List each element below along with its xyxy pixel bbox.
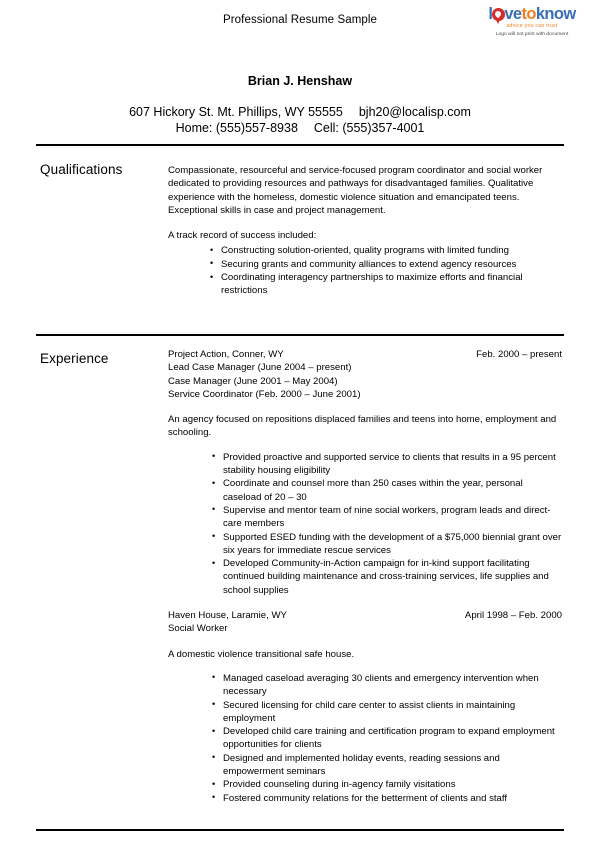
experience-content: [168, 348, 562, 805]
job-header: [168, 609, 562, 622]
job-bullet-list: [211, 672, 562, 805]
spacer: [168, 661, 562, 670]
location-pin-icon: [492, 8, 505, 21]
contact-line-phones: [0, 120, 600, 136]
job-title: Case Manager (June 2001 – May 2004): [168, 375, 338, 387]
divider-bottom: [36, 829, 564, 831]
job-title: Lead Case Manager (June 2004 – present): [168, 362, 352, 374]
qualifications-bullet-list: [209, 244, 562, 297]
contact-line-address: [0, 104, 600, 120]
qualifications-content: [168, 164, 562, 298]
spacer: [168, 217, 562, 229]
divider-top: [36, 144, 564, 146]
job-date-range: April 1998 – Feb. 2000: [464, 610, 562, 622]
list-item: • Coordinate and counsel more than 250 cases within the year, personal caseload of 20 – 30: [211, 477, 562, 504]
list-item: • Managed caseload averaging 30 clients and emergency intervention when necessary: [211, 672, 562, 699]
job-title: Social Worker: [168, 623, 228, 635]
job-bullet-list: [211, 451, 562, 597]
logo-text-lo: l: [488, 5, 493, 23]
logo-text-to: to: [521, 5, 536, 23]
spacer: [168, 440, 562, 449]
list-item: • Constructing solution-oriented, quality programs with limited funding: [209, 244, 562, 257]
qualifications-summary-2: Exceptional skills in case and project management.: [168, 204, 386, 216]
street-address: 607 Hickory St. Mt. Phillips, WY 55555: [129, 105, 343, 119]
logo-wordmark: [476, 6, 588, 23]
list-item: • Secured licensing for child care center to assist clients in maintaining employment: [211, 699, 562, 726]
logo-text-know: know: [535, 5, 576, 23]
email-address[interactable]: bjh20@localisp.com: [358, 105, 471, 119]
job-description: An agency focused on repositions displaced families and teens into home, employment and schooling.: [168, 414, 557, 439]
contact-block: [0, 104, 600, 136]
section-heading-qualifications: Qualifications: [40, 162, 123, 177]
job-entry: [168, 609, 562, 805]
lovetoknow-logo: [476, 6, 588, 38]
list-item: • Provided proactive and supported service to clients that results in a 95 percent stability housing eligibility: [211, 451, 562, 478]
job-header: [168, 348, 562, 361]
list-item: • Supervise and mentor team of nine social workers, program leads and direct-care members: [211, 504, 562, 531]
qualifications-summary: Compassionate, resourceful and service-focused program coordinator and social worker dedicated to providing resources and pathways for disadvantaged families. Qualitative experience with the homeless, domestic violence situation and emancipated teens.: [168, 165, 543, 203]
list-item: • Developed Community-in-Action campaign for in-kind support facilitating continued building maintenance and cross-training services, life supplies and school supplies: [211, 557, 562, 597]
spacer: [168, 636, 562, 648]
list-item: • Fostered community relations for the betterment of clients and staff: [211, 792, 562, 805]
home-phone: Home: (555)557-8938: [175, 121, 298, 135]
job-entry: [168, 348, 562, 597]
spacer: [168, 597, 562, 609]
list-item: • Provided counseling during in-agency family visitations: [211, 778, 562, 791]
section-heading-experience: Experience: [40, 351, 109, 366]
job-employer: Haven House, Laramie, WY: [168, 610, 287, 622]
job-employer: Project Action, Conner, WY: [168, 349, 284, 360]
document-title: Professional Resume Sample: [222, 14, 378, 26]
list-item: • Securing grants and community alliances to extend agency resources: [209, 258, 562, 271]
cell-phone: Cell: (555)357-4001: [313, 121, 425, 135]
applicant-name: Brian J. Henshaw: [247, 74, 353, 88]
spacer: [168, 401, 562, 413]
job-date-range: Feb. 2000 – present: [476, 349, 562, 360]
list-item: • Coordinating interagency partnerships to maximize efforts and financial restrictions: [209, 271, 562, 298]
job-description: A domestic violence transitional safe house.: [168, 648, 355, 660]
logo-text-ve: ve: [504, 5, 522, 23]
track-record-intro: A track record of success included:: [168, 230, 317, 242]
list-item: • Designed and implemented holiday events, reading sessions and empowerment seminars: [211, 752, 562, 779]
list-item: • Supported ESED funding with the development of a $75,000 biennial grant over six years for immediate rescue services: [211, 531, 562, 558]
logo-print-note: Logo will not print with document: [495, 31, 569, 37]
logo-tagline: advice you can trust: [506, 23, 558, 29]
list-item: • Developed child care training and certification program to expand employment opportunities for clients: [211, 725, 562, 752]
divider-middle: [36, 334, 564, 336]
job-title: Service Coordinator (Feb. 2000 – June 2001): [168, 388, 361, 400]
